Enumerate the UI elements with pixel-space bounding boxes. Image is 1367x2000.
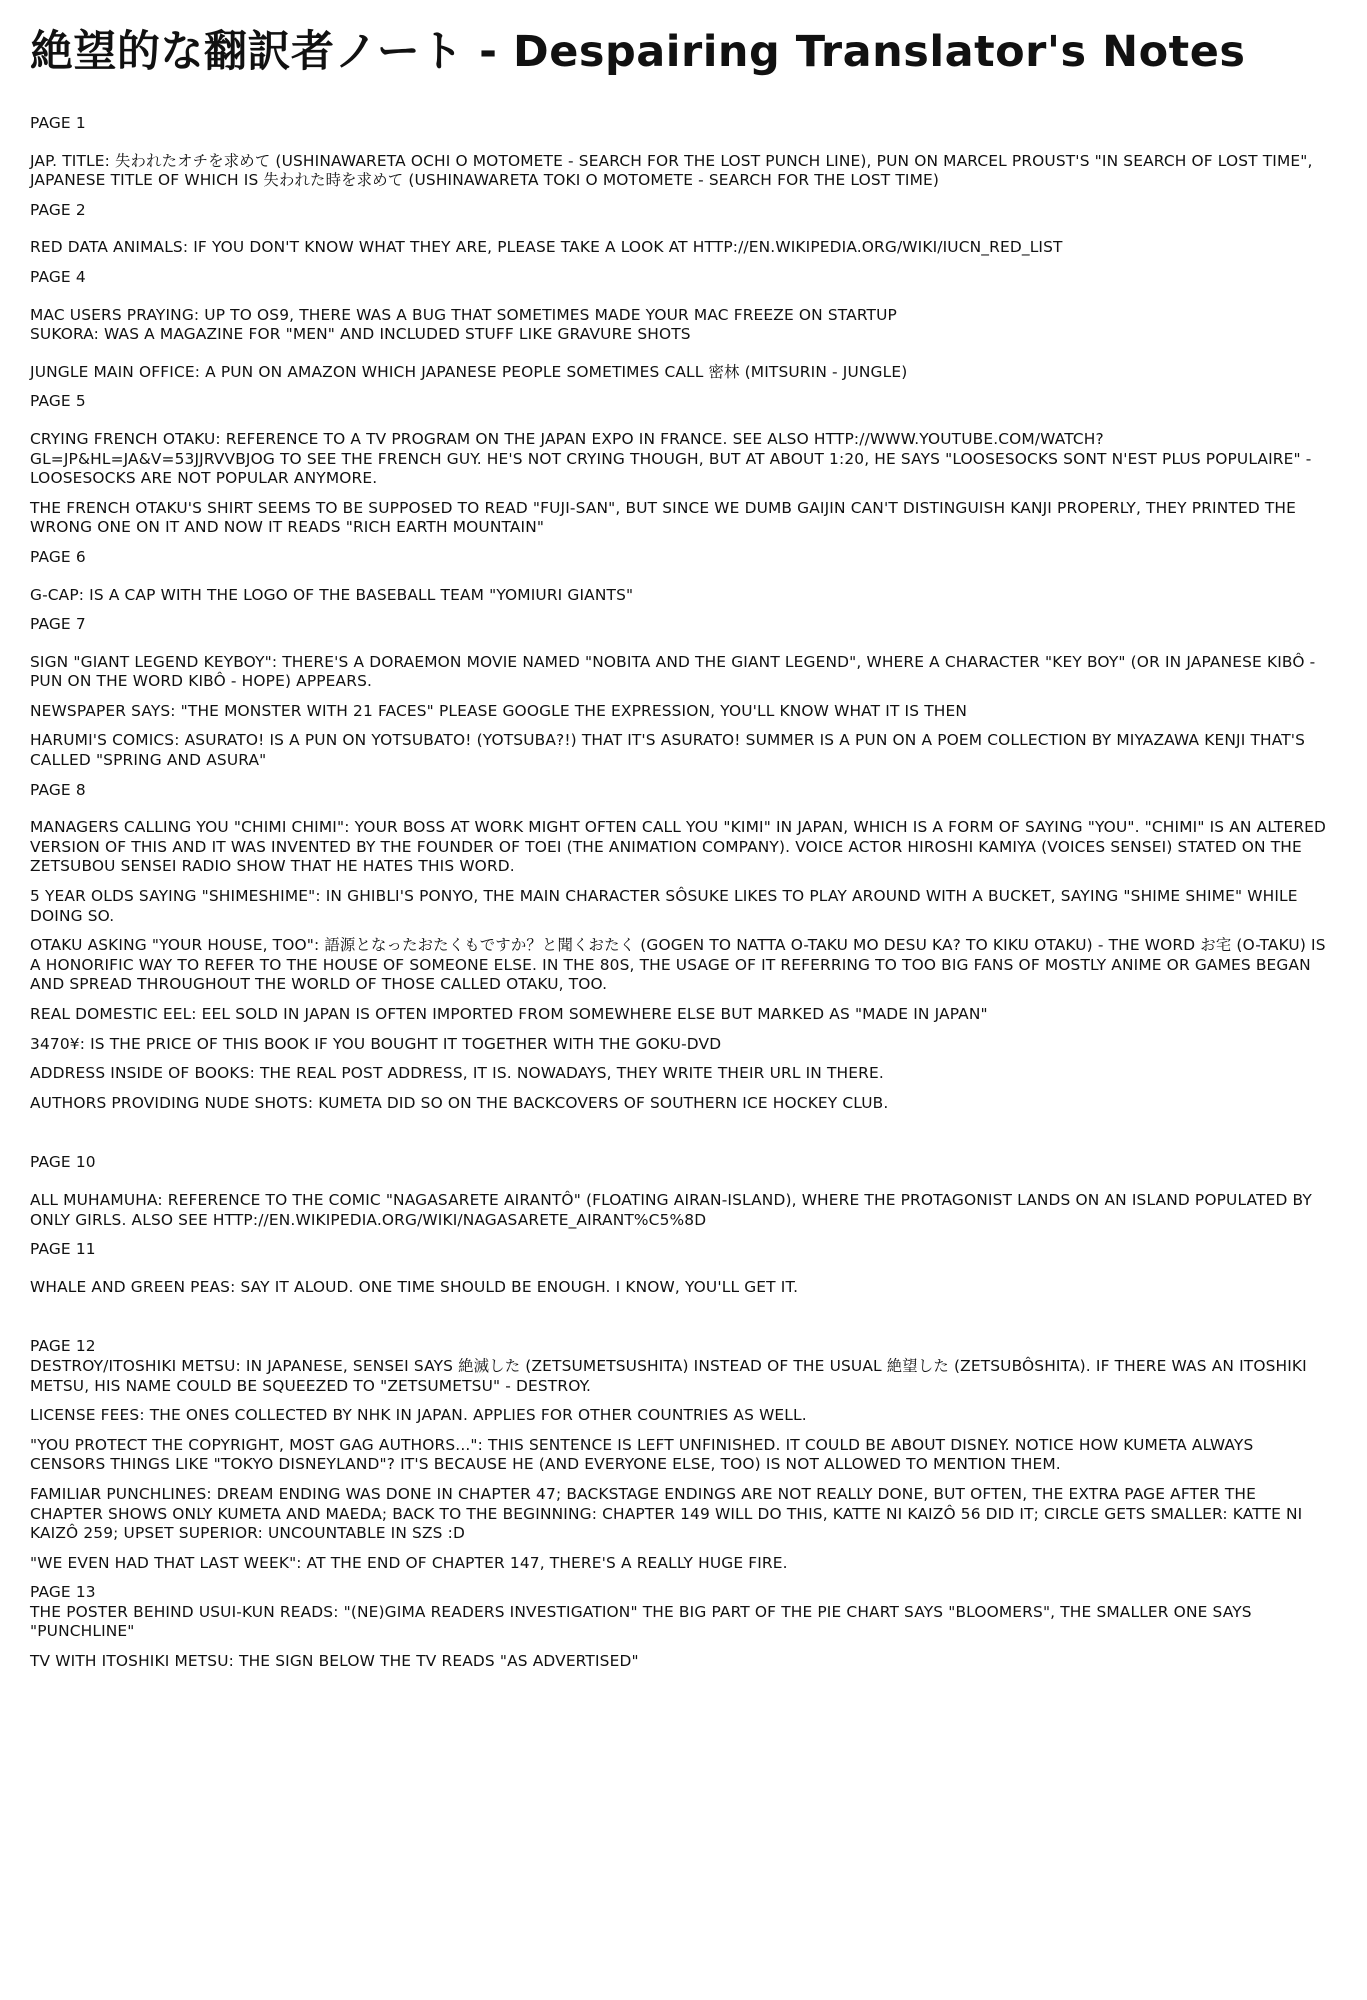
note-entry: HARUMI'S COMICS: ASURATO! IS A PUN ON YOTSUBATO! (YOTSUBA?!) THAT IT'S ASURATO! SUMMER IS A PUN ON A POEM COLLECTION BY MIYAZAWA KENJI THAT'S CALLED "SPRING AND ASURA" xyxy=(30,731,1306,770)
note-entry: "YOU PROTECT THE COPYRIGHT, MOST GAG AUTHORS...": THIS SENTENCE IS LEFT UNFINISHED. IT COULD BE ABOUT DISNEY. NOTICE HOW KUMETA ALWAYS CENSORS THINGS LIKE "TOKYO DISNEYLAND"? IT'S BECAUSE HE (AND EVERYONE ELSE, TOO) IS NOT ALLOWED TO MENTION THEM. xyxy=(30,1435,1254,1474)
note-entry: 5 YEAR OLDS SAYING "SHIMESHIME": IN GHIBLI'S PONYO, THE MAIN CHARACTER SÔSUKE LIKES TO PLAY AROUND WITH A BUCKET, SAYING "SHIME SHIME" WHILE DOING SO. xyxy=(30,887,1298,925)
note-entry: CRYING FRENCH OTAKU: REFERENCE TO A TV PROGRAM ON THE JAPAN EXPO IN FRANCE. SEE ALSO HTTP://WWW.YOUTUBE.COM/WATCH?GL=JP&HL=JA&V=53JJRVVBJOG TO SEE THE FRENCH GUY. HE'S NOT CRYING THOUGH, BUT AT ABOUT 1:20, HE SAYS "LOOSESOCKS SONT N'EST PLUS POPULAIRE" - LOOSESOCKS ARE NOT POPULAR ANYMORE. xyxy=(30,429,1312,488)
page-heading: PAGE 2 xyxy=(30,200,86,219)
note-entry: ALL MUHAMUHA: REFERENCE TO THE COMIC "NAGASARETE AIRANTÔ" (FLOATING AIRAN-ISLAND), WHERE THE PROTAGONIST LANDS ON AN ISLAND POPULATED BY ONLY GIRLS. ALSO SEE HTTP://EN.WIKIPEDIA.ORG/WIKI/NAGASARETE_AIRANT%C5%8D xyxy=(30,1190,1312,1229)
page-heading: PAGE 10 xyxy=(30,1153,96,1172)
note-entry: 3470¥: IS THE PRICE OF THIS BOOK IF YOU BOUGHT IT TOGETHER WITH THE GOKU-DVD xyxy=(30,1034,722,1053)
page-heading: PAGE 12 xyxy=(30,1337,96,1356)
note-entry: NEWSPAPER SAYS: "THE MONSTER WITH 21 FACES" PLEASE GOOGLE THE EXPRESSION, YOU'LL KNOW WHAT IT IS THEN xyxy=(30,701,968,720)
note-entry: ADDRESS INSIDE OF BOOKS: THE REAL POST ADDRESS, IT IS. NOWADAYS, THEY WRITE THEIR URL IN THERE. xyxy=(30,1064,884,1083)
note-entry: SUKORA: WAS A MAGAZINE FOR "MEN" AND INCLUDED STUFF LIKE GRAVURE SHOTS xyxy=(30,325,691,344)
notes-body xyxy=(30,114,1330,1672)
page-heading: PAGE 5 xyxy=(30,392,86,411)
note-entry: THE FRENCH OTAKU'S SHIRT SEEMS TO BE SUPPOSED TO READ "FUJI-SAN", BUT SINCE WE DUMB GAIJIN CAN'T DISTINGUISH KANJI PROPERLY, THEY PRINTED THE WRONG ONE ON IT AND NOW IT READS "RICH EARTH MOUNTAIN" xyxy=(30,498,1297,537)
note-entry: TV WITH ITOSHIKI METSU: THE SIGN BELOW THE TV READS "AS ADVERTISED" xyxy=(30,1652,639,1671)
page-heading: PAGE 1 xyxy=(30,114,86,132)
note-entry: WHALE AND GREEN PEAS: SAY IT ALOUD. ONE TIME SHOULD BE ENOUGH. I KNOW, YOU'LL GET IT. xyxy=(30,1277,799,1296)
note-entry: OTAKU ASKING "YOUR HOUSE, TOO": 語源となったおたくもですか？と聞くおたく (GOGEN TO NATTA O-TAKU MO DESU KA? TO KIKU OTAKU) - THE WORD お宅 (O-TAKU) IS A HONORIFIC WAY TO REFER TO THE HOUSE OF SOMEONE ELSE. IN THE 80S, THE USAGE OF IT REFERRING TO TOO BIG FANS OF MOSTLY ANIME OR GAMES BEGAN AND SPREAD THROUGHOUT THE WORLD OF THOSE CALLED OTAKU, TOO. xyxy=(30,936,1326,994)
note-entry: DESTROY/ITOSHIKI METSU: IN JAPANESE, SENSEI SAYS 絶滅した (ZETSUMETSUSHITA) INSTEAD OF THE USUAL 絶望した (ZETSUBÔSHITA). IF THERE WAS AN ITOSHIKI METSU, HIS NAME COULD BE SQUEEZED TO "ZETSUMETSU" - DESTROY. xyxy=(30,1356,1307,1395)
note-entry: SIGN "GIANT LEGEND KEYBOY": THERE'S A DORAEMON MOVIE NAMED "NOBITA AND THE GIANT LEGEND", WHERE A CHARACTER "KEY BOY" (OR IN JAPANESE KIBÔ - PUN ON THE WORD KIBÔ - HOPE) APPEARS. xyxy=(30,652,1316,691)
note-entry: REAL DOMESTIC EEL: EEL SOLD IN JAPAN IS OFTEN IMPORTED FROM SOMEWHERE ELSE BUT MARKED AS "MADE IN JAPAN" xyxy=(30,1005,988,1023)
note-entry: MAC USERS PRAYING: UP TO OS9, THERE WAS A BUG THAT SOMETIMES MADE YOUR MAC FREEZE ON STARTUP xyxy=(30,305,897,324)
page-title: 絶望的な翻訳者ノート - Despairing Translator's Notes xyxy=(30,27,1246,77)
note-entry: JUNGLE MAIN OFFICE: A PUN ON AMAZON WHICH JAPANESE PEOPLE SOMETIMES CALL 密林 (MITSURIN - JUNGLE) xyxy=(30,362,908,381)
page-heading: PAGE 11 xyxy=(30,1240,96,1259)
note-entry: AUTHORS PROVIDING NUDE SHOTS: KUMETA DID SO ON THE BACKCOVERS OF SOUTHERN ICE HOCKEY CLUB. xyxy=(30,1093,889,1112)
note-entry: RED DATA ANIMALS: IF YOU DON'T KNOW WHAT THEY ARE, PLEASE TAKE A LOOK AT HTTP://EN.WIKIPEDIA.ORG/WIKI/IUCN_RED_LIST xyxy=(30,238,1063,257)
note-entry: LICENSE FEES: THE ONES COLLECTED BY NHK IN JAPAN. APPLIES FOR OTHER COUNTRIES AS WELL. xyxy=(30,1406,807,1425)
note-entry: MANAGERS CALLING YOU "CHIMI CHIMI": YOUR BOSS AT WORK MIGHT OFTEN CALL YOU "KIMI" IN JAPAN, WHICH IS A FORM OF SAYING "YOU". "CHIMI" IS AN ALTERED VERSION OF THIS AND IT WAS INVENTED BY THE FOUNDER OF TOEI (THE ANIMATION COMPANY). VOICE ACTOR HIROSHI KAMIYA (VOICES SENSEI) STATED ON THE ZETSUBOU SENSEI RADIO SHOW THAT HE HATES THIS WORD. xyxy=(30,818,1327,876)
note-entry: G-CAP: IS A CAP WITH THE LOGO OF THE BASEBALL TEAM "YOMIURI GIANTS" xyxy=(30,585,634,604)
note-entry: THE POSTER BEHIND USUI-KUN READS: "(NE)GIMA READERS INVESTIGATION" THE BIG PART OF THE PIE CHART SAYS "BLOOMERS", THE SMALLER ONE SAYS "PUNCHLINE" xyxy=(30,1602,1252,1641)
note-entry: FAMILIAR PUNCHLINES: DREAM ENDING WAS DONE IN CHAPTER 47; BACKSTAGE ENDINGS ARE NOT REALLY DONE, BUT OFTEN, THE EXTRA PAGE AFTER THE CHAPTER SHOWS ONLY KUMETA AND MAEDA; BACK TO THE BEGINNING: CHAPTER 149 WILL DO THIS, KATTE NI KAIZÔ 56 DID IT; CIRCLE GETS SMALLER: KATTE NI KAIZÔ 259; UPSET SUPERIOR: UNCOUNTABLE IN SZS :D xyxy=(30,1484,1303,1543)
page-heading: PAGE 7 xyxy=(30,615,86,634)
page-heading: PAGE 6 xyxy=(30,547,86,566)
note-entry: "WE EVEN HAD THAT LAST WEEK": AT THE END OF CHAPTER 147, THERE'S A REALLY HUGE FIRE. xyxy=(30,1553,788,1572)
page-heading: PAGE 13 xyxy=(30,1583,96,1602)
page-heading: PAGE 8 xyxy=(30,780,86,799)
page-heading: PAGE 4 xyxy=(30,267,86,286)
note-entry: JAP. TITLE: 失われたオチを求めて (USHINAWARETA OCHI O MOTOMETE - SEARCH FOR THE LOST PUNCH LINE), PUN ON MARCEL PROUST'S "IN SEARCH OF LOST TIME", JAPANESE TITLE OF WHICH IS 失われた時を求めて (USHINAWARETA TOKI O MOTOMETE - SEARCH FOR THE LOST TIME) xyxy=(30,151,1313,190)
